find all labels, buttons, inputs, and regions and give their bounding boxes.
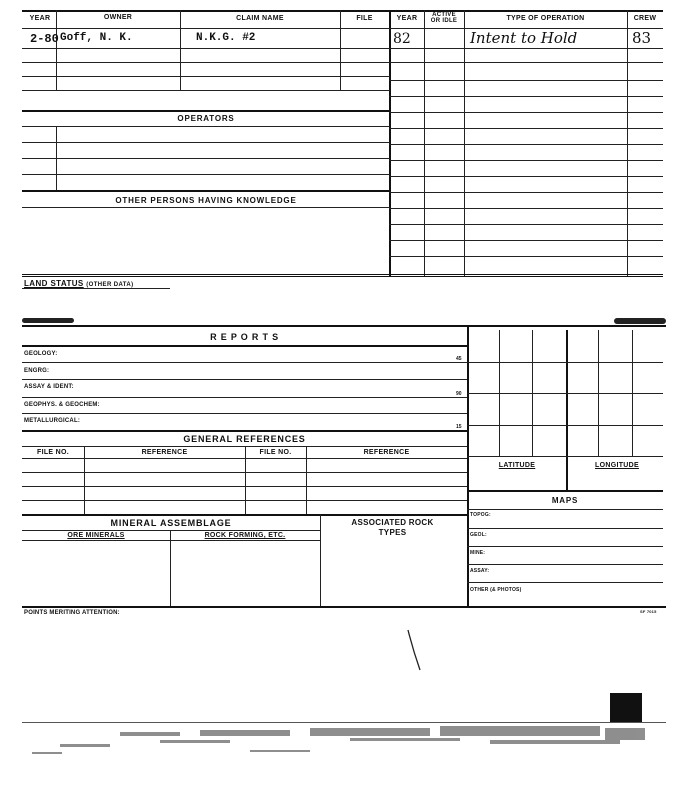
associated-rock-types-title: ASSOCIATED ROCK TYPES xyxy=(351,518,434,537)
latitude-label: LATITUDE xyxy=(498,462,536,469)
claim-year: 2-80 xyxy=(30,32,59,46)
refs-header-file-no-2: FILE NO. xyxy=(259,449,292,456)
maps-mine: MINE: xyxy=(470,550,486,556)
ops-crew: 83 xyxy=(632,29,652,47)
report-geology-num: 45 xyxy=(456,356,462,362)
scan-smudge-right xyxy=(614,318,666,324)
ops-year: 82 xyxy=(393,31,411,47)
refs-header-reference-1: REFERENCE xyxy=(141,449,188,456)
other-persons-title: OTHER PERSONS HAVING KNOWLEDGE xyxy=(115,196,297,205)
ops-type: Intent to Hold xyxy=(470,29,578,47)
report-assay-num: 90 xyxy=(456,391,462,397)
report-metallurgical-num: 15 xyxy=(456,424,462,430)
ops-header-type: TYPE OF OPERATION xyxy=(506,15,585,22)
operators-title: OPERATORS xyxy=(177,114,235,123)
report-assay: ASSAY & IDENT: xyxy=(24,384,74,390)
general-references-title: GENERAL REFERENCES xyxy=(183,434,306,444)
scan-noise-band xyxy=(20,722,668,772)
maps-other: OTHER (& PHOTOS) xyxy=(470,587,522,593)
longitude-label: LONGITUDE xyxy=(595,462,639,469)
maps-topog: TOPOG: xyxy=(470,512,491,518)
ops-header-year: YEAR xyxy=(396,15,418,22)
refs-header-reference-2: REFERENCE xyxy=(363,449,410,456)
report-geology: GEOLOGY: xyxy=(24,351,58,357)
points-meriting-attention: POINTS MERITING ATTENTION: xyxy=(24,610,120,616)
claims-header-year: YEAR xyxy=(29,15,51,22)
land-status-label xyxy=(24,279,134,288)
rock-forming-header: ROCK FORMING, ETC. xyxy=(204,532,286,539)
form-number: SF 7015 xyxy=(640,609,657,614)
ops-header-active-idle: ACTIVE OR IDLE xyxy=(430,12,458,24)
land-status-title: LAND STATUS xyxy=(24,279,84,288)
ops-header-crew: CREW xyxy=(633,15,657,22)
black-mark-square xyxy=(610,693,642,723)
report-geophys: GEOPHYS. & GEOCHEM: xyxy=(24,402,100,408)
report-engrg: ENGRG: xyxy=(24,368,50,374)
maps-assay: ASSAY: xyxy=(470,568,490,574)
ore-minerals-header: ORE MINERALS xyxy=(67,532,125,539)
maps-title: MAPS xyxy=(551,496,579,505)
claim-name-value: N.K.G. #2 xyxy=(196,32,256,44)
claims-header-file: FILE xyxy=(356,15,373,22)
pen-stroke xyxy=(405,628,425,672)
report-metallurgical: METALLURGICAL: xyxy=(24,418,81,424)
refs-header-file-no-1: FILE NO. xyxy=(37,449,69,456)
land-status-sub: (OTHER DATA) xyxy=(86,282,134,288)
mineral-assemblage-title: MINERAL ASSEMBLAGE xyxy=(110,518,232,528)
claims-header-claim-name: CLAIM NAME xyxy=(236,15,284,22)
scan-smudge-left xyxy=(22,318,74,323)
claim-owner: Goff, N. K. xyxy=(60,32,133,44)
reports-title: R E P O R T S xyxy=(210,332,279,342)
claims-header-owner: OWNER xyxy=(103,14,133,21)
maps-geol: GEOL: xyxy=(470,532,487,538)
